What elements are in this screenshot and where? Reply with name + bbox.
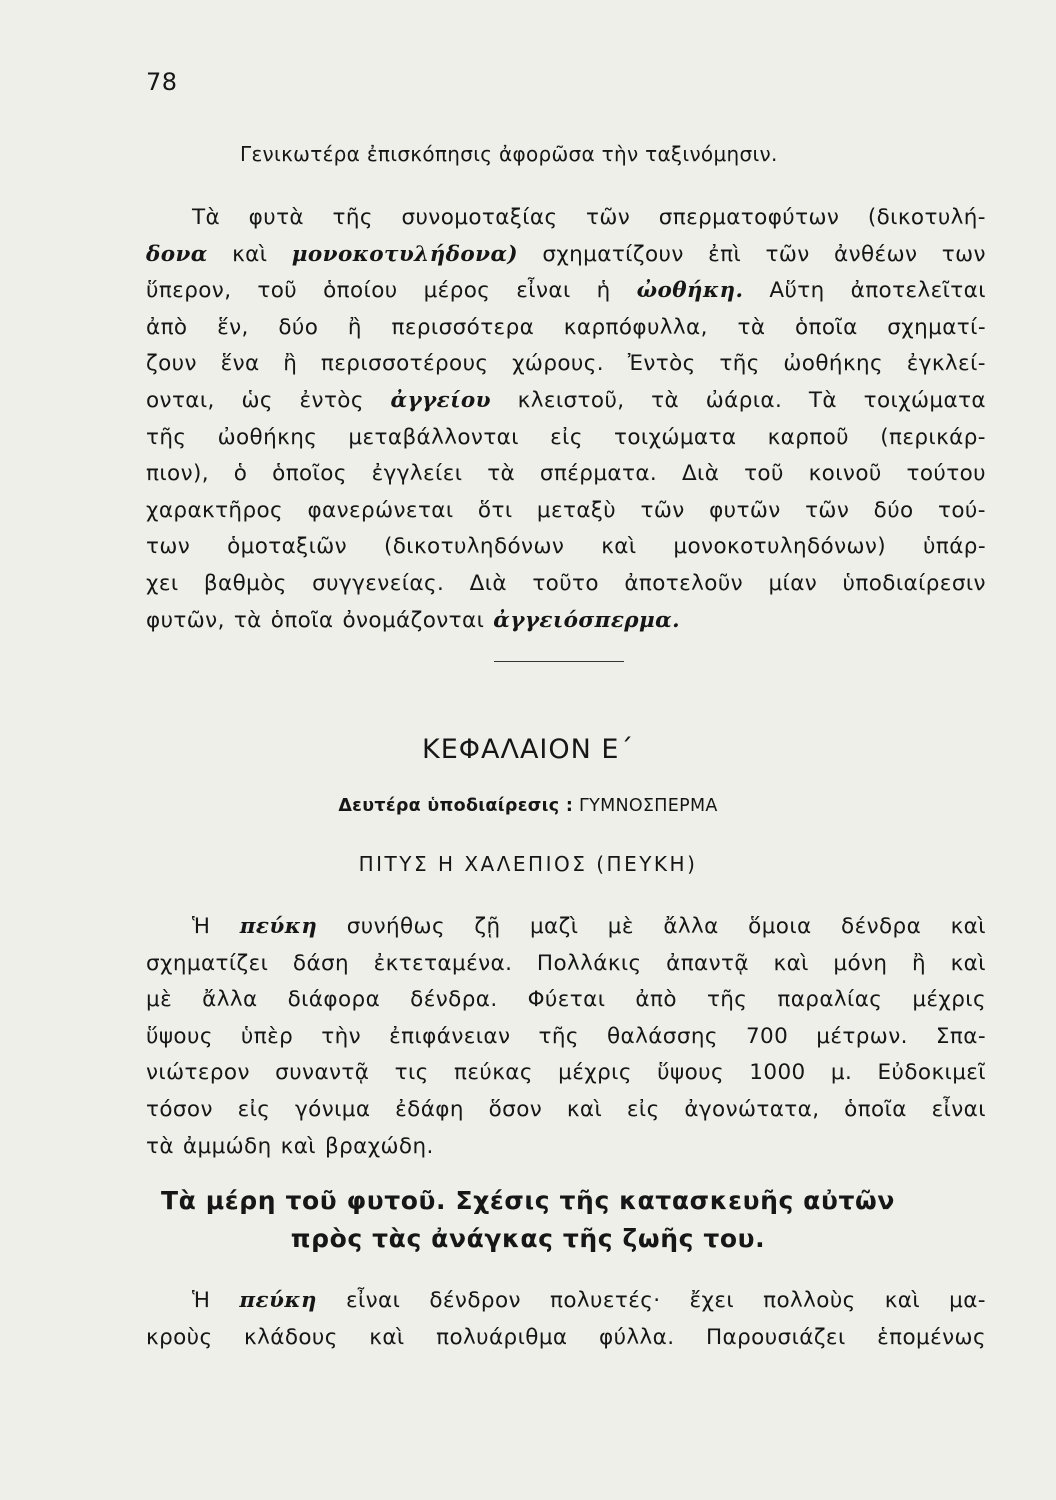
paragraph1-line: φυτῶν, τὰ ὁποῖα ὀνομάζονται ἀγγειόσπερμα. xyxy=(146,607,680,633)
paragraph1-line: τῆς ὠοθήκης μεταβάλλονται εἰς τοιχώματα καρποῦ (περικάρ- xyxy=(146,424,986,450)
paragraph1-line: ὕπερον, τοῦ ὁποίου μέρος εἶναι ἡ ὠοθήκη. Αὕτη ἀποτελεῖται xyxy=(146,278,986,304)
paragraph-pine-parts xyxy=(146,1283,986,1356)
paragraph1-line: ονται, ὡς ἐντὸς ἀγγείου κλειστοῦ, τὰ ὠάρια. Τὰ τοιχώματα xyxy=(146,387,986,413)
chapter-subdivision xyxy=(0,796,1056,816)
paragraph2-line: Ἡ πεύκη συνήθως ζῇ μαζὶ μὲ ἄλλα ὅμοια δένδρα καὶ xyxy=(192,914,986,939)
section-title-line-2: πρὸς τὰς ἀνάγκας τῆς ζωῆς του. xyxy=(290,1224,766,1253)
section-title-line-1: Τὰ μέρη τοῦ φυτοῦ. Σχέσις τῆς κατασκευῆς αὐτῶν xyxy=(161,1186,895,1215)
paragraph2-line: τόσον εἰς γόνιμα ἐδάφη ὅσον καὶ εἰς ἀγονώτατα, ὁποῖα εἶναι xyxy=(146,1096,986,1122)
paragraph3-line: κροὺς κλάδους καὶ πολυάριθμα φύλλα. Παρουσιάζει ἑπομένως xyxy=(146,1324,986,1350)
divider-rule xyxy=(494,661,624,662)
section-subheading: Γενικωτέρα ἐπισκόπησις ἀφορῶσα τὴν ταξινόμησιν. xyxy=(240,142,778,166)
paragraph1-line: Τὰ φυτὰ τῆς συνομοταξίας τῶν σπερματοφύτων (δικοτυλή- xyxy=(192,205,986,230)
paragraph2-line: τὰ ἀμμώδη καὶ βραχώδη. xyxy=(146,1133,434,1159)
paragraph3-line: Ἡ πεύκη εἶναι δένδρον πολυετές· ἔχει πολλοὺς καὶ μα- xyxy=(192,1288,986,1313)
paragraph1-line: των ὁμοταξιῶν (δικοτυληδόνων καὶ μονοκοτυληδόνων) ὑπάρ- xyxy=(146,534,986,560)
paragraph1-line: χαρακτῆρος φανερώνεται ὅτι μεταξὺ τῶν φυτῶν τῶν δύο τού- xyxy=(146,497,986,523)
species-title: ΠΙΤΥΣ Η ΧΑΛΕΠΙΟΣ (ΠΕΥΚΗ) xyxy=(358,852,698,876)
paragraph1-line: ἀπὸ ἕν, δύο ἢ περισσότερα καρπόφυλλα, τὰ ὁποῖα σχηματί- xyxy=(146,314,986,340)
paragraph2-line: μὲ ἄλλα διάφορα δένδρα. Φύεται ἀπὸ τῆς παραλίας μέχρις xyxy=(146,987,986,1013)
paragraph1-line: πιον), ὁ ὁποῖος ἐγγλείει τὰ σπέρματα. Διὰ τοῦ κοινοῦ τούτου xyxy=(146,461,986,487)
page-number: 78 xyxy=(146,68,178,96)
paragraph1-line: χει βαθμὸς συγγενείας. Διὰ τοῦτο ἀποτελοῦν μίαν ὑποδιαίρεσιν xyxy=(146,570,986,596)
paragraph2-line: ὕψους ὑπὲρ τὴν ἐπιφάνειαν τῆς θαλάσσης 700 μέτρων. Σπα- xyxy=(146,1023,986,1049)
paragraph-angiosperms xyxy=(146,200,986,639)
paragraph2-line: σχηματίζει δάση ἐκτεταμένα. Πολλάκις ἀπαντᾷ καὶ μόνη ἢ καὶ xyxy=(146,950,986,976)
paragraph1-line: δονα καὶ μονοκοτυλήδονα) σχηματίζουν ἐπὶ τῶν ἀνθέων των xyxy=(146,241,986,267)
paragraph-pine-habitat xyxy=(146,909,986,1165)
chapter-title: ΚΕΦΑΛΑΙΟΝ Ε΄ xyxy=(422,734,634,765)
paragraph1-line: ζουν ἕνα ἢ περισσοτέρους χώρους. Ἐντὸς τῆς ὠοθήκης ἐγκλεί- xyxy=(146,351,986,377)
subdivision-name: ΓΥΜΝΟΣΠΕΡΜΑ xyxy=(579,796,718,816)
paragraph2-line: νιώτερον συναντᾷ τις πεύκας μέχρις ὕψους 1000 μ. Εὐδοκιμεῖ xyxy=(146,1060,986,1086)
subdivision-label: Δευτέρα ὑποδιαίρεσις : xyxy=(338,796,574,816)
